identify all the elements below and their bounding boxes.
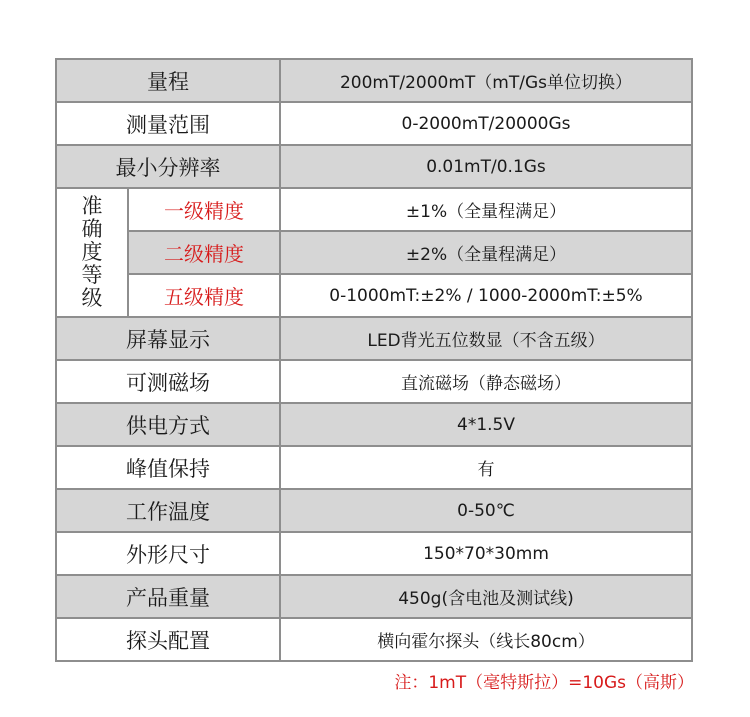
spec-label: 屏幕显示 [56, 317, 280, 360]
accuracy-row-level1 [56, 188, 692, 231]
spec-label: 探头配置 [56, 618, 280, 661]
spec-value: 横向霍尔探头（线长80cm） [280, 618, 692, 661]
spec-row-power [56, 403, 692, 446]
spec-row-display [56, 317, 692, 360]
spec-label: 测量范围 [56, 102, 280, 145]
spec-label: 可测磁场 [56, 360, 280, 403]
accuracy-group-char: 等 [81, 263, 103, 287]
spec-value: 4*1.5V [280, 403, 692, 446]
accuracy-level-value: 0-1000mT:±2% / 1000-2000mT:±5% [280, 274, 692, 317]
spec-row-range [56, 59, 692, 102]
accuracy-group-char: 准 [81, 194, 103, 218]
spec-label: 峰值保持 [56, 446, 280, 489]
spec-row-measure-range [56, 102, 692, 145]
accuracy-row-level2 [56, 231, 692, 274]
spec-row-resolution [56, 145, 692, 188]
accuracy-group-label [56, 188, 128, 317]
accuracy-row-level5 [56, 274, 692, 317]
spec-value: 直流磁场（静态磁场） [280, 360, 692, 403]
spec-row-weight [56, 575, 692, 618]
accuracy-group-char: 级 [81, 286, 103, 310]
spec-label: 产品重量 [56, 575, 280, 618]
accuracy-group-char: 度 [81, 240, 103, 264]
unit-footnote: 注：1mT（毫特斯拉）=10Gs（高斯） [394, 673, 694, 693]
spec-label: 量程 [56, 59, 280, 102]
spec-row-dimensions [56, 532, 692, 575]
spec-row-temperature [56, 489, 692, 532]
accuracy-level-label: 五级精度 [128, 274, 280, 317]
spec-value: 150*70*30mm [280, 532, 692, 575]
accuracy-level-label: 二级精度 [128, 231, 280, 274]
spec-row-probe [56, 618, 692, 661]
spec-table [55, 58, 693, 662]
spec-value: LED背光五位数显（不含五级） [280, 317, 692, 360]
spec-value: 0-50℃ [280, 489, 692, 532]
accuracy-level-value: ±2%（全量程满足） [280, 231, 692, 274]
spec-label: 供电方式 [56, 403, 280, 446]
accuracy-level-label: 一级精度 [128, 188, 280, 231]
spec-label: 外形尺寸 [56, 532, 280, 575]
spec-label: 工作温度 [56, 489, 280, 532]
spec-label: 最小分辨率 [56, 145, 280, 188]
spec-value: 450g(含电池及测试线) [280, 575, 692, 618]
accuracy-level-value: ±1%（全量程满足） [280, 188, 692, 231]
spec-row-peak-hold [56, 446, 692, 489]
spec-row-field-type [56, 360, 692, 403]
spec-value: 200mT/2000mT（mT/Gs单位切换） [280, 59, 692, 102]
spec-value: 有 [280, 446, 692, 489]
spec-value: 0-2000mT/20000Gs [280, 102, 692, 145]
accuracy-group-char: 确 [81, 217, 103, 241]
spec-value: 0.01mT/0.1Gs [280, 145, 692, 188]
